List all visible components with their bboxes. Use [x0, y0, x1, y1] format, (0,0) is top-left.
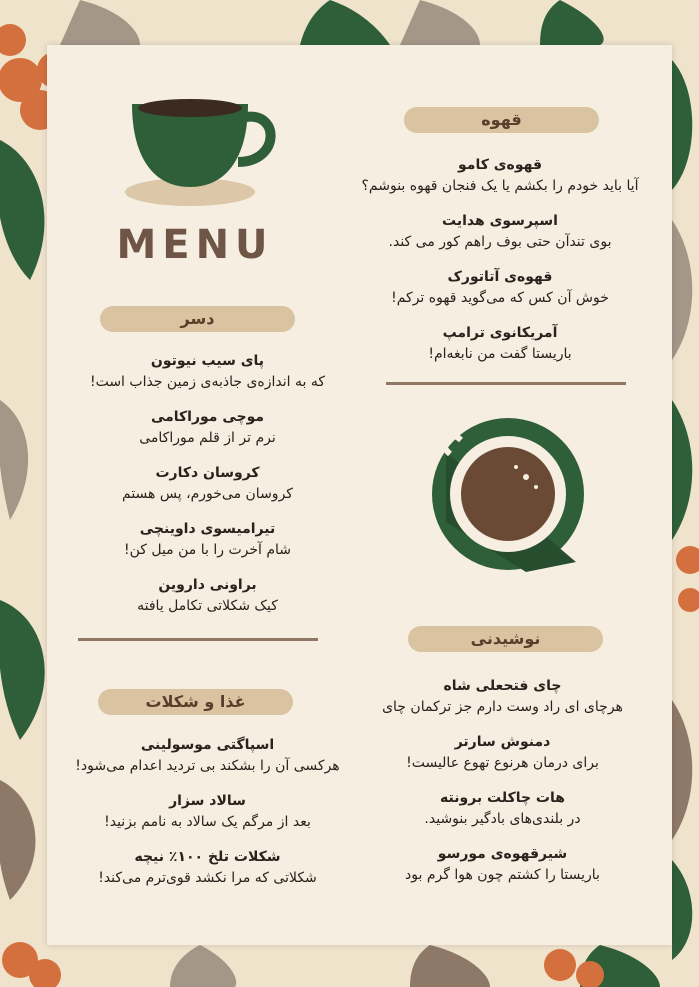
dessert-list — [55, 351, 360, 631]
section-title-coffee: قهوه — [404, 107, 599, 133]
section-title-dessert: دسر — [100, 306, 295, 332]
list-item: اسپاگتی موسولینی هرکسی آن را بشکند بی تردید اعدام می‌شود! — [75, 737, 340, 774]
menu-title: MENU — [116, 222, 274, 268]
list-item: تیرامیسوی داوینچی شام آخرت را با من میل کن! — [123, 521, 292, 558]
list-item: قهوه‌ی آتاتورک خوش آن کس که می‌گوید قهوه ترکم! — [391, 269, 609, 306]
food-list — [50, 735, 365, 903]
list-item: کروسان دکارت کروسان می‌خورم، پس هستم — [122, 465, 293, 502]
list-item: اسپرسوی هدایت بوی تندآن حتی بوف راهم کور می کند. — [388, 213, 612, 250]
coffee-list — [340, 155, 660, 379]
list-item: سالاد سزار بعد از مرگم یک سالاد به نامم بزنید! — [104, 793, 311, 830]
list-item: براونی داروین کیک شکلاتی تکامل یافته — [137, 577, 278, 614]
divider — [78, 638, 318, 641]
list-item: آمریکانوی ترامپ باریستا گفت من نابغه‌ام! — [428, 325, 572, 362]
list-item: پای سیب نیوتون که به اندازه‌ی جاذبه‌ی زمین جذاب است! — [89, 353, 326, 390]
coffee-cup-icon — [110, 92, 280, 212]
coffee-cup-topview-icon — [416, 412, 606, 572]
divider — [386, 382, 626, 385]
list-item: شکلات تلخ ۱۰۰٪ نیچه شکلاتی که مرا نکشد قوی‌ترم می‌کند! — [98, 849, 317, 886]
list-item: موچی موراکامی نرم تر از قلم موراکامی — [139, 409, 276, 446]
list-item: چای فتحعلی شاه هرچای ای راد وست دارم جز ترکمان چای — [382, 678, 623, 715]
section-title-drinks: نوشیدنی — [408, 626, 603, 652]
list-item: هات چاکلت برونته در بلندی‌های بادگیر بنوشید. — [424, 790, 581, 827]
list-item: قهوه‌ی کامو آیا باید خودم را بکشم یا یک فنجان قهوه بنوشم؟ — [361, 157, 639, 194]
list-item: شیرقهوه‌ی مورسو باریستا را کشتم چون هوا گرم بود — [405, 846, 600, 883]
drinks-list — [345, 676, 660, 900]
list-item: دمنوش سارتر برای درمان هرنوع تهوع عالیست! — [406, 734, 599, 771]
section-title-food: غذا و شکلات — [98, 689, 293, 715]
